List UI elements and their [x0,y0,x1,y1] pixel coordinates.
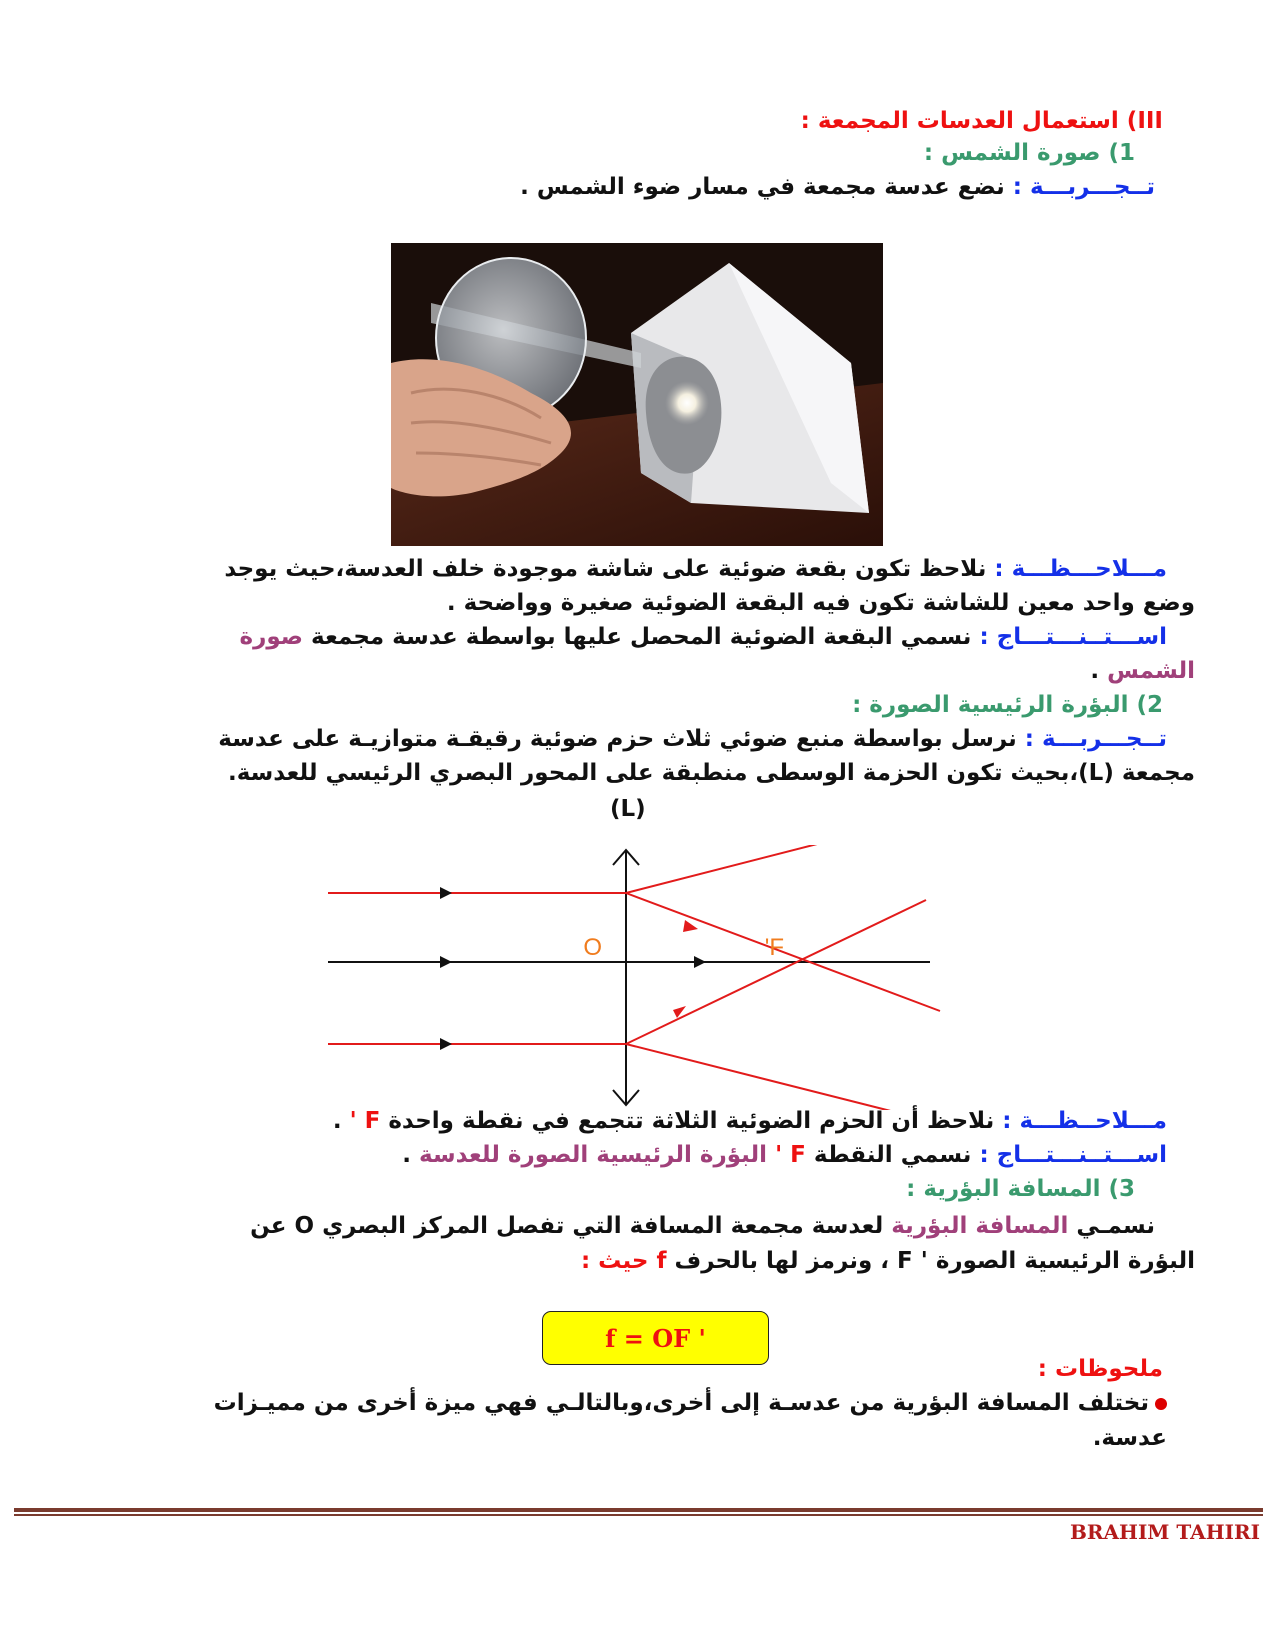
ray-arrow-icon [440,1038,452,1050]
focal-text: نسمـي [1068,1213,1155,1239]
experiment-text: نضع عدسة مجمعة في مسار ضوء الشمس . [520,174,1013,200]
light-spot-icon [665,381,709,425]
conclusion-text: نسمي البقعة الضوئية المحصل عليها بواسطة عدسة مجمعة [303,624,980,650]
conclusion-1-line2 [1090,658,1195,686]
ray-diagram [320,845,960,1110]
focus-label: F' [764,934,784,961]
lens-sun-photo [391,243,883,546]
conclusion-label: اســـتــنـــتـــاج : [979,624,1167,650]
heading-sun-image: 1) صورة الشمس : [923,140,1135,166]
focus-point: F ' [775,1142,806,1168]
focal-length-line1 [250,1213,1155,1241]
section-title: III) استعمال العدسات المجمعة : [800,108,1163,134]
note-text: تختلف المسافة البؤرية من عدسـة إلى أخرى،وبالتالـي فهي ميزة أخرى من مميـزات [213,1390,1149,1416]
observation-2 [333,1108,1167,1136]
conclusion-term: صورة [239,624,303,650]
conclusion-1-line1 [240,624,1167,652]
observation-1-line1 [224,556,1167,584]
observation-text: نلاحظ تكون بقعة ضوئية على شاشة موجودة خلف العدسة،حيث يوجد [224,556,995,582]
heading-focal-length: 3) المسافة البؤرية : [906,1176,1135,1202]
footer-rule [14,1508,1263,1518]
conclusion-end: . [402,1142,420,1168]
observation-label: مـــلاحــظـــة : [1002,1108,1167,1134]
heading-focal-point: 2) البؤرة الرئيسية الصورة : [852,692,1163,718]
observation-end: . [332,1108,350,1134]
ray-arrow-icon [683,920,698,932]
conclusion-text: نسمي النقطة [805,1142,980,1168]
focal-symbol: f حيث : [580,1248,667,1274]
bullet-icon [1155,1398,1167,1410]
focal-length-line2 [581,1248,1195,1276]
observation-1-line2: وضع واحد معين للشاشة تكون فيه البقعة الضوئية صغيرة وواضحة . [446,590,1195,616]
focal-text-cont: لعدسة مجمعة المسافة التي تفصل المركز البصري O عن [250,1213,892,1239]
experiment-label: تــجـــربـــة : [1024,726,1167,752]
focal-term: المسافة البؤرية [891,1213,1069,1239]
experiment-text: نرسل بواسطة منبع ضوئي ثلاث حزم ضوئية رقيقـة متوازيـة على عدسة [218,726,1025,752]
observation-label: مـــلاحـــظـــة : [994,556,1167,582]
conclusion-label: اســـتــنـــتـــاج : [979,1142,1167,1168]
converging-ray-2 [626,900,926,1044]
top-ray [328,845,946,893]
conclusion-end: . [1090,658,1108,684]
conclusion-term: البؤرة الرئيسية الصورة للعدسة [419,1142,776,1168]
formula: f = OF ' [605,1323,706,1353]
notes-heading: ملحوظات : [1037,1356,1163,1382]
lens-label: (L) [610,796,646,822]
experiment-1 [520,174,1155,202]
bottom-ray [328,1044,946,1110]
axis-arrow-icon [694,956,706,968]
observation-text: نلاحظ أن الحزم الضوئية الثلاثة تتجمع في نقطة واحدة [380,1108,1003,1134]
experiment-2-line1 [218,726,1167,754]
center-label: O [583,934,602,961]
conclusion-2 [402,1142,1167,1170]
focal-text-line2: البؤرة الرئيسية الصورة ' F ، ونرمز لها بالحرف [666,1248,1195,1274]
note-item-line1 [214,1390,1167,1418]
experiment-label: تــجـــربـــة : [1012,174,1155,200]
conclusion-term-cont: الشمس [1107,658,1195,684]
note-item-line2: عدسة. [1092,1425,1167,1451]
ray-arrow-icon [440,887,452,899]
footer-author: BRAHIM TAHIRI [1070,1520,1260,1544]
experiment-2-line2: مجمعة (L)،بحيث تكون الحزمة الوسطى منطبقة على المحور البصري الرئيسي للعدسة. [227,760,1195,786]
axis-arrow-icon [440,956,452,968]
formula-box [542,1311,769,1365]
focus-point: F ' [349,1108,381,1134]
